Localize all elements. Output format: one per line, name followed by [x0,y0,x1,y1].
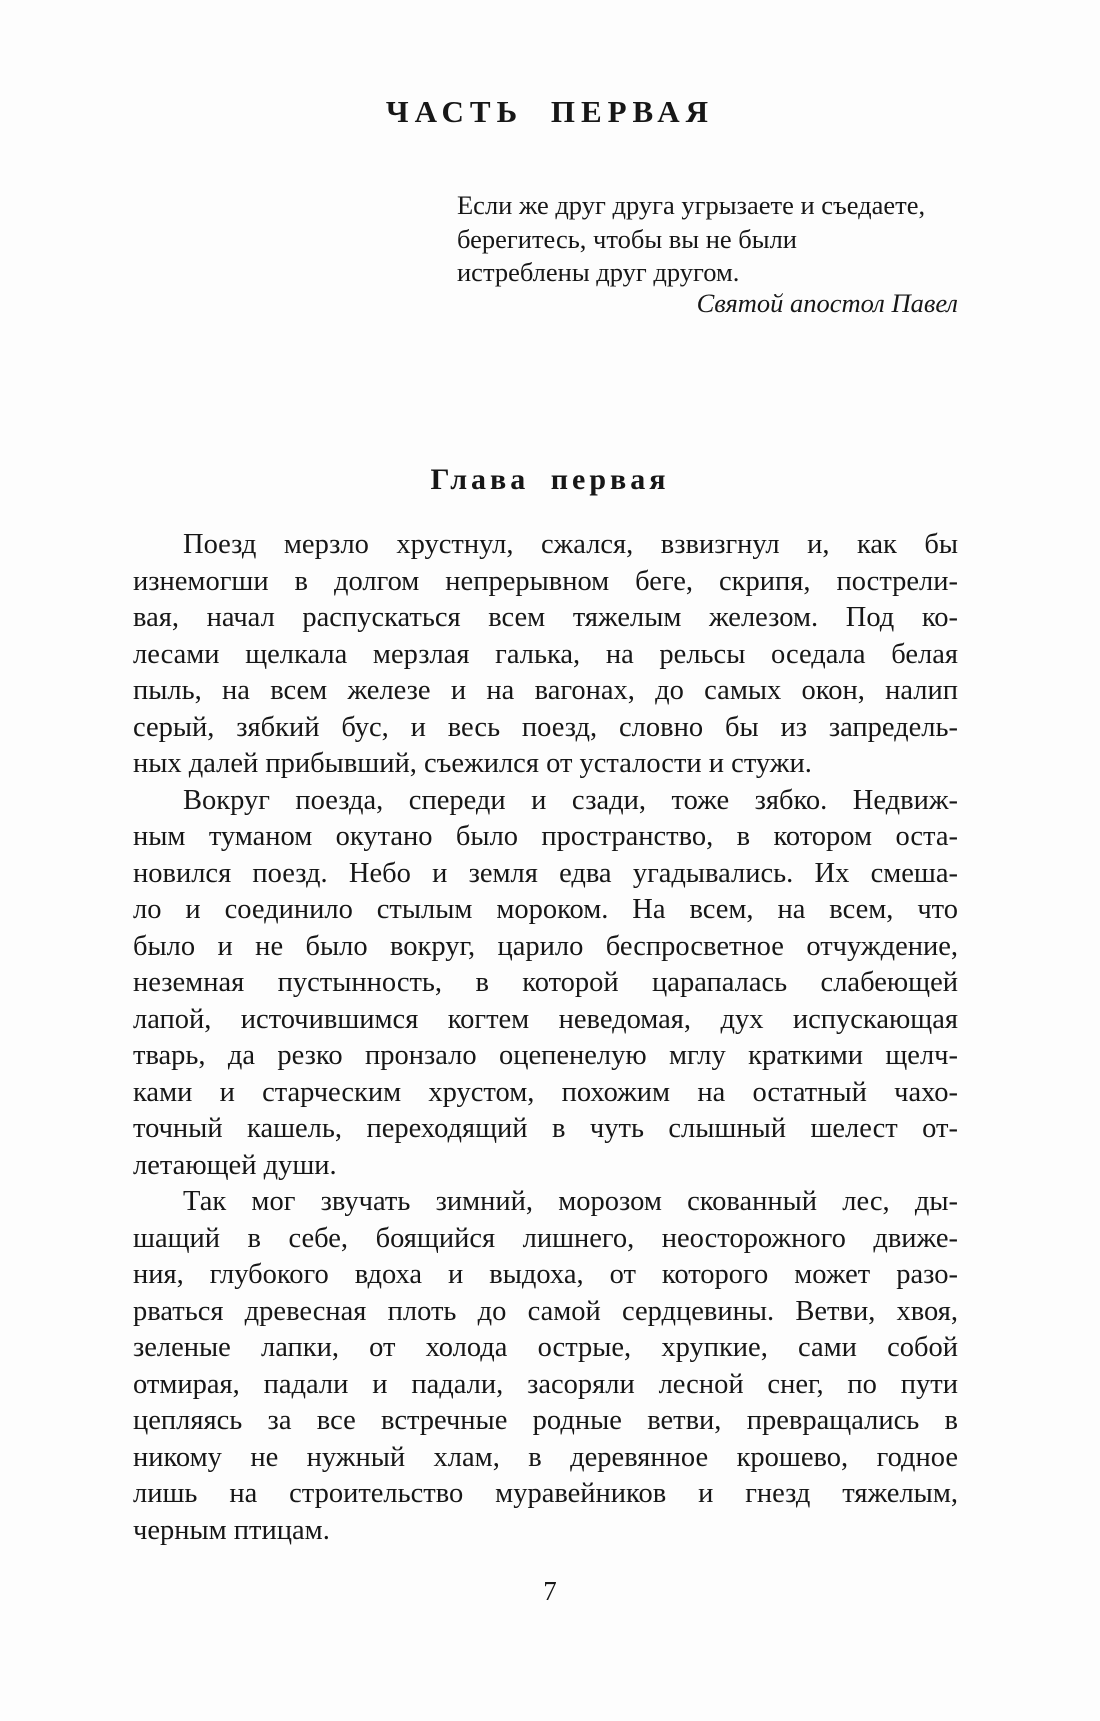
text-line: лесами щелкала мерзлая галька, на рельсы оседала белая [133,638,958,670]
epigraph-line: истреблены друг другом. [457,257,740,287]
page-number: 7 [543,1576,557,1606]
text-line: изнемогши в долгом непрерывном беге, скрипя, пострели- [133,565,958,597]
paragraph [133,527,958,783]
text-line: никому не нужный хлам, в деревянное крошево, годное [133,1441,958,1473]
text-line: точный кашель, переходящий в чуть слышный шелест от- [133,1113,958,1144]
text-line: цепляясь за все встречные родные ветви, превращались в [133,1405,958,1436]
paragraph [133,1184,958,1549]
text-line: отмирая, падали и падали, засоряли лесной снег, по пути [133,1368,958,1400]
epigraph-line: берегитесь, чтобы вы не были [457,223,797,254]
epigraph-attribution: Святой апостол Павел [696,288,958,318]
text-line: зеленые лапки, от холода острые, хрупкие, сами собой [133,1332,958,1363]
epigraph-line: Если же друг друга угрызаете и съедаете, [457,190,926,220]
text-line: пыль, на всем железе и на вагонах, до самых окон, налип [133,675,958,706]
chapter-title: Глава первая [430,463,670,496]
text-line: ками и старческим хрустом, похожим на остатный чахо- [133,1076,958,1108]
text-line: Вокруг поезда, спереди и сзади, тоже зябко. Недвиж- [183,784,958,816]
text-line: ния, глубокого вдоха и выдоха, от которого может разо- [133,1259,958,1290]
text-line: летающей души. [133,1149,337,1181]
text-line: вая, начал распускаться всем тяжелым железом. Под ко- [133,602,958,633]
body-text [133,527,958,1549]
text-line: черным птицам. [133,1514,330,1546]
text-line: было и не было вокруг, царило беспросветное отчуждение, [133,930,958,962]
text-line: новился поезд. Небо и земля едва угадывались. Их смеша- [133,857,958,889]
text-line: Так мог звучать зимний, морозом скованный лес, ды- [183,1186,958,1217]
text-line: лишь на строительство муравейников и гнезд тяжелым, [133,1478,958,1509]
text-line: Поезд мерзло хрустнул, сжался, взвизгнул и, как бы [183,529,958,560]
text-line: рваться древесная плоть до самой сердцевины. Ветви, хвоя, [133,1295,958,1327]
text-line: ных далей прибывший, съежился от усталости и стужи. [133,748,812,779]
text-line: шащий в себе, боящийся лишнего, неосторожного движе- [133,1222,958,1254]
text-line: тварь, да резко пронзало оцепенелую мглу краткими щелч- [133,1040,958,1071]
text-line: ным туманом окутано было пространство, в котором оста- [133,821,958,852]
text-line: неземная пустынность, в которой царапалась слабеющей [133,967,958,998]
part-title: ЧАСТЬ ПЕРВАЯ [385,94,715,129]
text-line: серый, зябкий бус, и весь поезд, словно бы из запредель- [133,711,958,743]
text-line: ло и соединило стылым мороком. На всем, на всем, что [133,894,958,925]
epigraph [457,189,977,290]
paragraph [133,783,958,1185]
text-line: лапой, источившимся когтем неведомая, дух испускающая [133,1003,958,1035]
